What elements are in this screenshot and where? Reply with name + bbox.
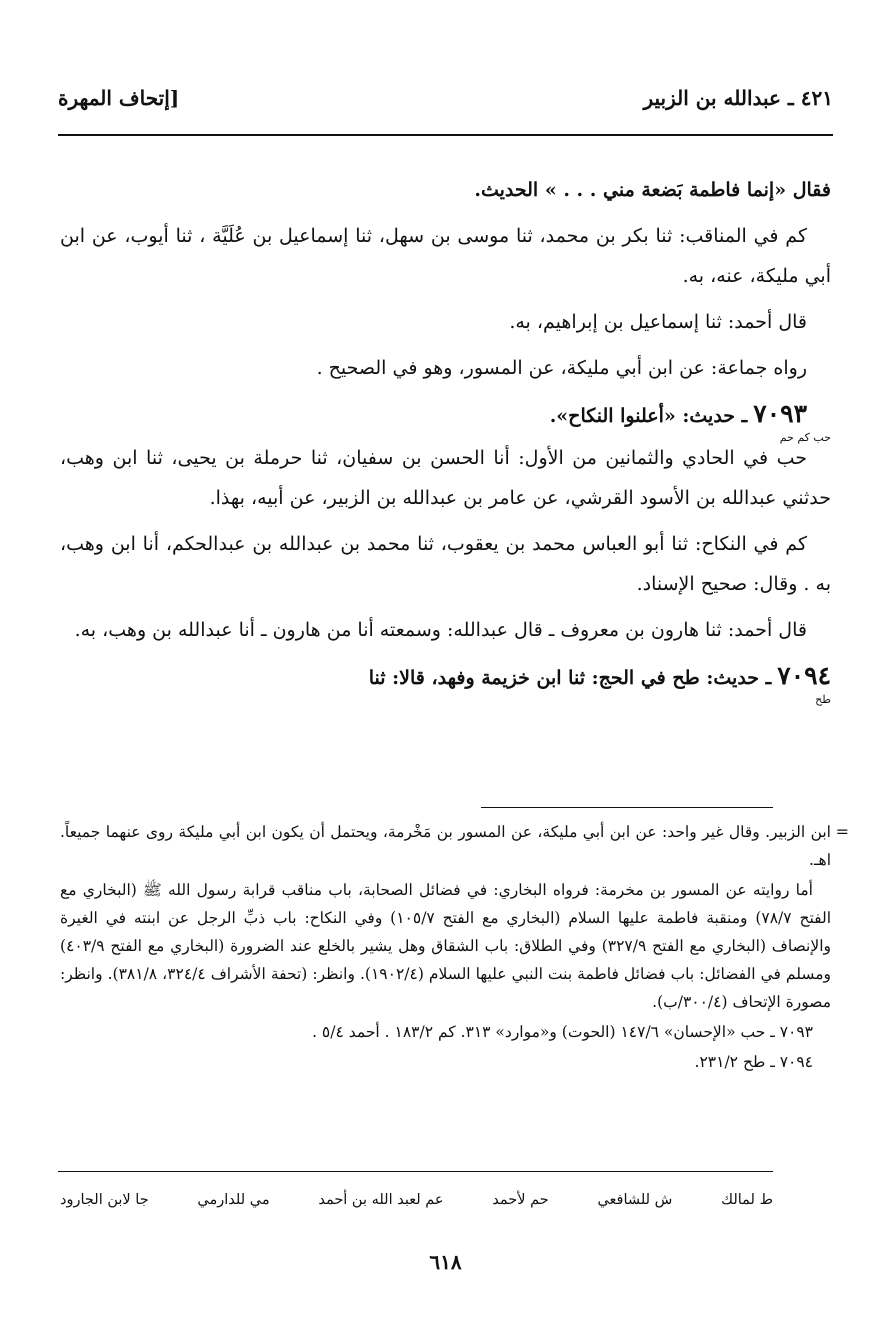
legend-item: ط لمالك bbox=[721, 1192, 773, 1208]
hadith-number-7093: ٧٠٩٣ bbox=[753, 399, 807, 428]
legend-item: جا لابن الجارود bbox=[60, 1192, 149, 1208]
legend-item: حم لأحمد bbox=[492, 1192, 549, 1208]
paragraph-jamaa: رواه جماعة: عن ابن أبي مليكة، عن المسور، وهو في الصحيح . bbox=[316, 357, 807, 379]
paragraph-ahmad-2: قال أحمد: ثنا هارون بن معروف ـ قال عبدالله: وسمعته أنا من هارون ـ أنا عبدالله بن وهب، به. bbox=[74, 619, 807, 641]
abbreviation-legend bbox=[60, 1192, 773, 1208]
hadith-number-7094: ٧٠٩٤ bbox=[777, 661, 831, 690]
hadith-heading-7093 bbox=[60, 394, 831, 436]
legend-item: ش للشافعي bbox=[597, 1192, 673, 1208]
continuation-mark: = bbox=[835, 822, 849, 841]
sigla-7094: طح bbox=[815, 693, 831, 706]
sigla-7093: حب كم حم bbox=[779, 431, 831, 444]
paragraph-hibban: حب في الحادي والثمانين من الأول: أنا الحسن بن سفيان، ثنا حرملة بن يحيى، ثنا ابن وهب، حدثني عبدالله بن الأسود القرشي، عن عامر بن عبدالله بن الزبير، عن أبيه، بهذا. bbox=[60, 447, 831, 509]
book-title: [إتحاف المهرة bbox=[58, 86, 180, 110]
header-rule bbox=[58, 134, 833, 136]
footnotes bbox=[60, 818, 849, 1078]
hadith-title-7094: ـ حديث: طح في الحج: ثنا ابن خزيمة وفهد، قالا: ثنا bbox=[368, 667, 772, 689]
paragraph-kam-manaqib: كم في المناقب: ثنا بكر بن محمد، ثنا موسى بن سهل، ثنا إسماعيل بن عُلَيَّة ، ثنا أيوب، عن ابن أبي مليكة، عنه، به. bbox=[60, 225, 831, 287]
running-header bbox=[58, 86, 833, 120]
footnote-7094: ٧٠٩٤ ـ طح ٢٣١/٢. bbox=[694, 1053, 813, 1071]
legend-rule bbox=[58, 1171, 773, 1172]
legend-item: عم لعبد الله بن أحمد bbox=[318, 1192, 444, 1208]
legend-item: مي للدارمي bbox=[197, 1192, 270, 1208]
chapter-title: ٤٢١ ـ عبدالله بن الزبير bbox=[643, 86, 833, 110]
paragraph-kam-nikah: كم في النكاح: ثنا أبو العباس محمد بن يعقوب، ثنا محمد بن عبدالله بن عبدالحكم، أنا ابن وهب، به . وقال: صحيح الإسناد. bbox=[60, 533, 831, 595]
main-text bbox=[60, 170, 831, 706]
footnote-miswar: أما روايته عن المسور بن مخرمة: فرواه البخاري: في فضائل الصحابة، باب مناقب قرابة رسول الله ﷺ (البخاري مع الفتح ٧٨/٧) ومنقبة فاطمة عليها السلام (البخاري مع الفتح ١٠٥/٧) وفي النكاح: باب ذبِّ الرجل عن ابنته في الغيرة والإنصاف (البخاري مع الفتح ٣٢٧/٩) وفي الطلاق: باب الشقاق وهل يشير بالخلع عند الضرورة (البخاري مع الفتح ٤٠٣/٩) ومسلم في الفضائل: باب فضائل فاطمة بنت النبي عليها السلام (١٩٠٢/٤). وانظر: (تحفة الأشراف ٣٢٤/٤، ٣٨١/٨). وانظر: مصورة الإتحاف (٣٠٠/٤/ب). bbox=[60, 881, 832, 1011]
page-number: ٦١٨ bbox=[429, 1250, 462, 1274]
hadith-heading-7094 bbox=[60, 656, 831, 698]
paragraph-ahmad-1: قال أحمد: ثنا إسماعيل بن إبراهيم، به. bbox=[509, 311, 807, 333]
hadith-title-7093: ـ حديث: «أعلنوا النكاح». bbox=[549, 405, 748, 427]
footnote-continued: ابن الزبير. وقال غير واحد: عن ابن أبي مليكة، عن المسور بن مَخْرمة، ويحتمل أن يكون ابن أبي مليكة روى عنهما جميعاً. اهـ. bbox=[60, 823, 831, 869]
footnote-rule bbox=[481, 807, 773, 808]
paragraph-hadith-quote: فقال «إنما فاطمة بَضعة مني . . . » الحديث. bbox=[474, 179, 831, 201]
footnote-7093: ٧٠٩٣ ـ حب «الإحسان» ١٤٧/٦ (الحوت) و«موارد» ٣١٣. كم ١٨٣/٢ . أحمد ٥/٤ . bbox=[312, 1023, 813, 1041]
